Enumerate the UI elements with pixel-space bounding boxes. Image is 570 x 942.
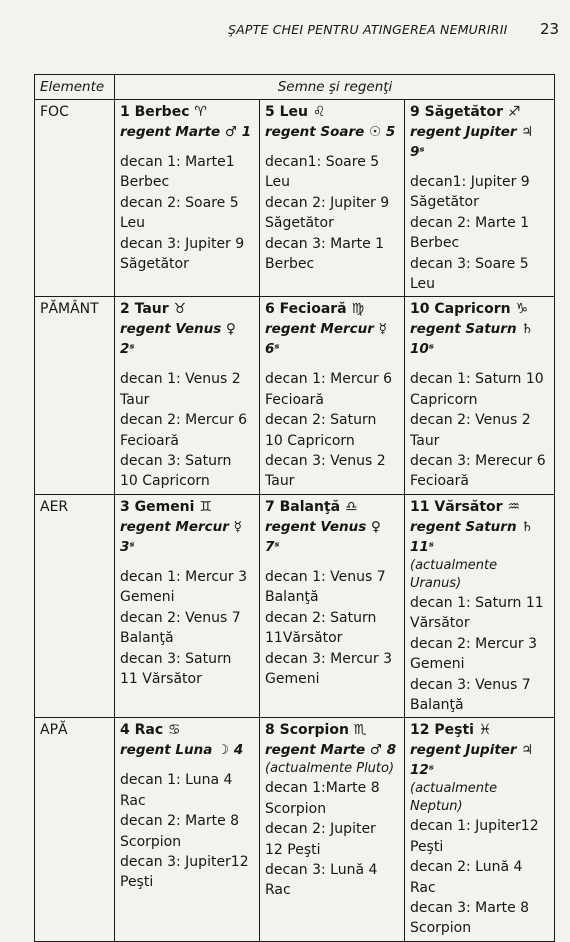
sign-ruler: regent Marte ♂ 8 <box>265 742 397 759</box>
spacer <box>120 760 255 770</box>
running-head-title: ŞAPTE CHEI PENTRU ATINGEREA NEMURIRII <box>228 22 508 37</box>
decan-line: decan 3: Soare 5 <box>410 255 529 272</box>
decan-line: Săgetător <box>410 194 479 211</box>
decan-line: decan1: Soare 5 <box>265 154 380 170</box>
sign-ruler: regent Saturn ♄ 10ˢ <box>410 321 534 358</box>
decan-line: decan 3: Venus 7 <box>410 676 531 693</box>
decan-line: Berbec <box>410 235 460 252</box>
decan-line: decan 2: Marte 1 <box>410 214 530 231</box>
decan-line: Peşti <box>120 874 154 891</box>
sign-note: (actualmente Pluto) <box>265 761 395 777</box>
decan-line: Vărsător <box>410 615 470 632</box>
decan-line: decan 3: Jupiter 9 <box>120 235 245 252</box>
decan-list <box>410 369 550 491</box>
decan-line: Fecioară <box>120 432 179 449</box>
column-header-elements: Elemente <box>35 75 115 100</box>
decan-line: Scorpion <box>265 800 327 817</box>
spacer <box>120 359 255 369</box>
decan-line: decan 3: Marte 8 <box>410 899 530 916</box>
sign-ruler: regent Venus ♀ 2ˢ <box>120 321 236 358</box>
sign-cell <box>115 718 260 941</box>
decan-line: decan1: Jupiter 9 <box>410 174 530 190</box>
decan-line: Balanţă <box>120 630 174 647</box>
decan-line: Săgetător <box>265 215 334 232</box>
spacer <box>120 557 255 567</box>
sign-cell <box>260 297 405 494</box>
decan-line: 12 Peşti <box>265 841 321 858</box>
sign-ruler: regent Soare ☉ 5 <box>265 124 396 140</box>
decan-line: Taur <box>265 473 295 490</box>
decan-line: Fecioară <box>265 391 324 408</box>
decan-line: decan 1: Venus 7 <box>265 568 386 585</box>
sign-cell <box>260 494 405 717</box>
table-row <box>35 297 555 494</box>
decan-line: Leu <box>410 276 436 293</box>
decan-line: decan 1: Venus 2 <box>120 371 241 388</box>
sign-cell <box>115 100 260 297</box>
spacer <box>410 162 550 172</box>
decan-line: Berbec <box>120 174 170 191</box>
sign-ruler: regent Mercur ☿ 3ˢ <box>120 518 242 555</box>
sign-cell <box>115 494 260 717</box>
sign-cell <box>405 297 555 494</box>
element-cell: PĂMÂNT <box>35 297 115 494</box>
decan-line: decan 2: Mercur 3 <box>410 635 537 652</box>
decan-line: Taur <box>410 432 440 449</box>
decan-line: Săgetător <box>120 256 189 273</box>
decan-line: decan 3: Lună 4 <box>265 861 378 878</box>
sign-cell <box>405 100 555 297</box>
decan-line: 10 Capricorn <box>120 473 210 490</box>
sign-ruler: regent Mercur ☿ 6ˢ <box>265 321 387 358</box>
decan-line: Gemeni <box>410 656 465 673</box>
sign-name: 5 Leu ♌ <box>265 104 326 120</box>
sign-ruler: regent Saturn ♄ 11ˢ <box>410 518 534 555</box>
decan-line: decan 1: Mercur 3 <box>120 568 247 585</box>
decan-line: decan 3: Venus 2 <box>265 453 386 470</box>
decan-line: decan 2: Jupiter <box>265 821 376 838</box>
spacer <box>265 142 400 152</box>
decan-list <box>120 770 255 892</box>
decan-line: Gemeni <box>265 670 320 687</box>
decan-line: decan 2: Saturn <box>265 412 377 429</box>
decan-line: Rac <box>120 792 146 809</box>
decan-line: decan 1: Luna 4 <box>120 772 233 789</box>
decan-line: Balanţă <box>410 696 464 713</box>
decan-line: decan 1: Saturn 11 <box>410 594 544 611</box>
sign-note: (actualmente Neptun) <box>410 781 498 815</box>
sign-note: (actualmente Uranus) <box>410 557 498 591</box>
decan-line: decan 1: Saturn 10 <box>410 371 544 388</box>
sign-ruler: regent Marte ♂ 1 <box>120 124 252 140</box>
sign-cell <box>260 100 405 297</box>
decan-line: decan 3: Saturn <box>120 453 232 470</box>
spacer <box>410 359 550 369</box>
sign-name: 1 Berbec ♈ <box>120 104 207 120</box>
decan-list <box>265 369 400 491</box>
decan-list <box>120 567 255 689</box>
decan-line: Leu <box>120 215 146 232</box>
element-cell: APĂ <box>35 718 115 941</box>
decan-line: decan 3: Mercur 3 <box>265 650 392 667</box>
decan-list <box>265 567 400 689</box>
decan-line: Berbec <box>265 256 315 273</box>
decan-line: decan 3: Jupiter12 <box>120 853 249 870</box>
sign-name: 3 Gemeni ♊ <box>120 498 212 515</box>
sign-cell <box>115 297 260 494</box>
decan-line: decan 2: Saturn <box>265 609 377 626</box>
sign-ruler: regent Venus ♀ 7ˢ <box>265 518 381 555</box>
decan-line: Leu <box>265 174 291 191</box>
element-cell: FOC <box>35 100 115 297</box>
decan-line: Taur <box>120 391 150 408</box>
decan-line: decan 1: Jupiter12 <box>410 818 539 835</box>
column-header-signs: Semne şi regenţi <box>115 75 555 100</box>
spacer <box>265 359 400 369</box>
table-row <box>35 100 555 297</box>
decan-line: decan 3: Marte 1 <box>265 235 385 252</box>
decan-list <box>265 778 400 900</box>
table-header-row <box>35 75 555 100</box>
decan-list <box>410 593 550 715</box>
decan-line: 11Vărsător <box>265 630 343 647</box>
decan-line: decan 2: Venus 2 <box>410 412 531 429</box>
decan-list <box>410 816 550 938</box>
decan-line: decan 1: Mercur 6 <box>265 371 392 388</box>
sign-name: 4 Rac ♋ <box>120 722 181 739</box>
decan-line: Scorpion <box>410 920 472 937</box>
table-row <box>35 494 555 717</box>
spacer <box>265 557 400 567</box>
signs-table <box>34 74 555 942</box>
decan-line: Rac <box>265 882 291 899</box>
decan-line: decan 2: Venus 7 <box>120 609 241 626</box>
decan-line: Gemeni <box>120 589 175 606</box>
page-number: 23 <box>540 20 560 38</box>
decan-line: decan 2: Mercur 6 <box>120 412 247 429</box>
decan-line: decan 3: Merecur 6 <box>410 453 546 470</box>
spacer <box>120 142 255 152</box>
decan-line: Fecioară <box>410 473 469 490</box>
decan-line: Scorpion <box>120 833 182 850</box>
sign-cell <box>260 718 405 941</box>
decan-list <box>120 152 255 274</box>
decan-line: decan 1: Marte1 <box>120 154 235 170</box>
sign-name: 10 Capricorn ♑ <box>410 301 529 318</box>
sign-name: 2 Taur ♉ <box>120 301 187 318</box>
decan-line: decan 1:Marte 8 <box>265 780 380 797</box>
sign-name: 11 Vărsător ♒ <box>410 498 520 515</box>
decan-line: decan 2: Jupiter 9 <box>265 194 390 211</box>
sign-name: 9 Săgetător ♐ <box>410 104 521 120</box>
decan-line: decan 3: Saturn <box>120 650 232 667</box>
decan-line: 11 Vărsător <box>120 670 202 687</box>
decan-line: Capricorn <box>410 391 478 408</box>
decan-line: Balanţă <box>265 589 319 606</box>
decan-line: Peşti <box>410 838 444 855</box>
element-cell: AER <box>35 494 115 717</box>
decan-line: decan 2: Soare 5 <box>120 194 239 211</box>
sign-name: 6 Fecioară ♍ <box>265 301 365 318</box>
sign-cell <box>405 494 555 717</box>
sign-ruler: regent Jupiter ♃ 12ˢ <box>410 742 534 779</box>
decan-list <box>265 152 400 274</box>
sign-name: 12 Peşti ♓ <box>410 722 492 739</box>
table-row <box>35 718 555 941</box>
sign-name: 7 Balanţă ♎ <box>265 498 358 515</box>
sign-ruler: regent Jupiter ♃ 9ˢ <box>410 124 534 160</box>
decan-line: 10 Capricorn <box>265 432 355 449</box>
sign-ruler: regent Luna ☽ 4 <box>120 742 244 759</box>
decan-line: decan 2: Marte 8 <box>120 813 240 830</box>
decan-line: decan 2: Lună 4 Rac <box>410 859 523 896</box>
sign-cell <box>405 718 555 941</box>
decan-list <box>120 369 255 491</box>
decan-list <box>410 172 550 294</box>
sign-name: 8 Scorpion ♏ <box>265 722 367 739</box>
